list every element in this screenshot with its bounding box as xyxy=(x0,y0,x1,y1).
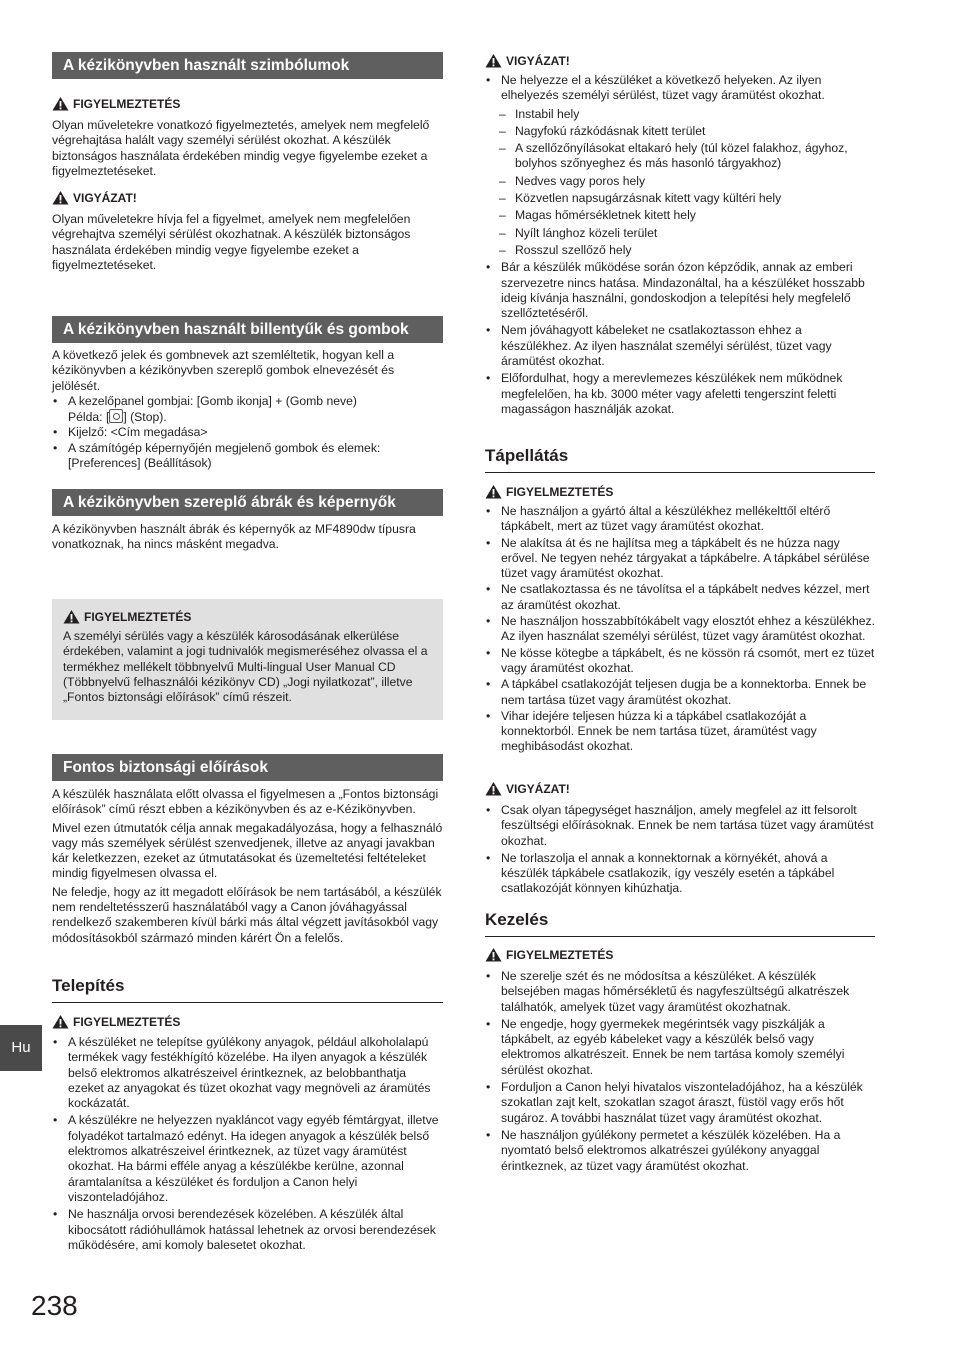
keys-intro: A következő jelek és gombnevek azt szemléltetik, hogyan kell a kézikönyvben a kézikönyvben szereplő gombok elnevezését és jelölését. xyxy=(52,348,395,393)
list-item: • A számítógép képernyőjén megjelenő gombok és elemek: [Preferences] (Beállítások) xyxy=(52,441,443,472)
list-item xyxy=(485,73,875,258)
power-caution-list xyxy=(485,803,875,897)
caution-label: VIGYÁZAT! xyxy=(506,781,570,796)
section-heading-handling: Kezelés xyxy=(485,910,875,937)
warning-triangle-icon xyxy=(52,96,69,111)
list-item: • Ne használjon gyúlékony permetet a készülék közelében. Ha a nyomtató belső elektromos alkatrészei gyúlékony anyaggal érintkeznek, az tüzet vagy áramütést okozhat. xyxy=(485,1128,875,1174)
list-item: • Ne engedje, hogy gyermekek megérintsék vagy piszkálják a tápkábelt, az egyéb kábeleket vagy a készülék belső vagy elektromos alkatrészeit. Ennek be nem tartása komoly személyi sérülést okozhat. xyxy=(485,1017,875,1078)
notice-text: A személyi sérülés vagy a készülék károsodásának elkerülése érdekében, valamint a jogi tudnivalók megismeréséhez olvassa el a termékhez mellékelt többnyelvű Multi-lingual User Manual CD (Többnyelvű felhasználói kézikönyv CD) „Jogi nyilatkozat”, illetve „Fontos biztonsági előírások” című részeit. xyxy=(63,629,428,705)
placement-list xyxy=(485,73,875,417)
location-item: – Instabil hely xyxy=(485,107,875,122)
section-heading-power: Tápellátás xyxy=(485,446,875,473)
page-number: 238 xyxy=(31,1290,78,1321)
handling-body xyxy=(485,969,875,1174)
warning-triangle-icon xyxy=(485,53,502,68)
warning-triangle-icon xyxy=(485,484,502,499)
example-suffix: ] (Stop). xyxy=(123,410,167,425)
section-title-safety: Fontos biztonsági előírások xyxy=(52,754,443,781)
list-item xyxy=(52,394,443,426)
caution-heading xyxy=(52,190,443,205)
list-item: • A készüléket ne telepítse gyúlékony anyagok, például alkoholalapú termékek vagy festékhígító közelébe. Ha ilyen anyagok a készülék belső elektromos alkatrészeivel érintkeznek, az belobbanthatja ezeket az anyagokat és tüzet okozhat vagy megnöveli az áramütés kockázatát. xyxy=(52,1035,443,1111)
warning-heading xyxy=(485,947,875,962)
stop-key-icon xyxy=(109,409,123,423)
list-item: • Ne használjon a gyártó által a készülékhez mellékelttől eltérő tápkábelt, mert az tüzet vagy áramütést okozhat. xyxy=(485,504,875,535)
power-warning-body xyxy=(485,504,875,755)
list-item: • Ne használjon hosszabbítókábelt vagy elosztót ehhez a készülékhez. Az ilyen használat személyi sérülést, tüzet vagy áramütést okozhat. xyxy=(485,614,875,645)
warning-heading xyxy=(52,1014,443,1029)
warning-label: FIGYELMEZTETÉS xyxy=(73,96,181,111)
warning-triangle-icon xyxy=(52,190,69,205)
power-warning-list xyxy=(485,504,875,755)
list-item: • Ne használja orvosi berendezések közelében. A készülék által kibocsátott rádióhullámok hatással lehetnek az orvosi berendezések működésére, ami komoly balesetet okozhat. xyxy=(52,1207,443,1253)
list-item: • A készülékre ne helyezzen nyakláncot vagy egyéb fémtárgyat, illetve folyadékot tartalmazó edényt. Ha idegen anyagok a készülék belső elektromos alkatrészeivel érintkeznek, az tüzet vagy áramütést okozhat. Ha bármi efféle anyag a készülékbe kerülne, azonnal áramtalanítsa a készüléket és forduljon a Canon helyi viszonteladójához. xyxy=(52,1113,443,1205)
example-prefix: Példa: [ xyxy=(68,410,110,425)
notice-heading xyxy=(63,609,432,624)
warning-triangle-icon xyxy=(485,947,502,962)
safety-paragraph-3: Ne feledje, hogy az itt megadott előírások be nem tartásából, a készülék nem rendeltetésszerű használatából vagy a Canon jóváhagyással rendelkező szakemberen kívül bárki más által végzett javításokból vagy módosításokból származó minden kárért Ön a felelős. xyxy=(52,884,442,945)
location-item: – Magas hőmérsékletnek kitett hely xyxy=(485,208,875,223)
location-item: – Rosszul szellőző hely xyxy=(485,243,875,258)
notice-label: FIGYELMEZTETÉS xyxy=(84,609,192,624)
warning-triangle-icon xyxy=(63,609,80,624)
list-item: • Nem jóváhagyott kábeleket ne csatlakoztasson ehhez a készülékhez. Az ilyen használat személyi sérülést, tüzet vagy áramütést okozhat. xyxy=(485,323,875,369)
list-item: • Ne csatlakoztassa és ne távolítsa el a tápkábelt nedves kézzel, mert az áramütést okozhat. xyxy=(485,582,875,613)
caution-heading xyxy=(485,781,875,796)
location-item: – A szellőzőnyílásokat eltakaró hely (túl közel falakhoz, ágyhoz, bolyhos szőnyeghez és más hasonló tárgyakhoz) xyxy=(485,141,875,172)
list-item: • A tápkábel csatlakozóját teljesen dugja be a konnektorba. Ennek be nem tartása tüzet vagy áramütést okozhat. xyxy=(485,677,875,708)
placement-caution-body xyxy=(485,73,875,417)
warning-label: FIGYELMEZTETÉS xyxy=(506,947,614,962)
warning-heading xyxy=(52,96,443,111)
location-item: – Nedves vagy poros hely xyxy=(485,174,875,189)
list-item: • Ne kösse kötegbe a tápkábelt, és ne kössön rá csomót, mert ez tüzet vagy áramütést okozhat. xyxy=(485,646,875,677)
safety-body xyxy=(52,787,443,946)
list-item: • Bár a készülék működése során ózon képződik, annak az emberi szervezetre nincs hatása. Mindazonáltal, ha a készüléket hosszabb ideig kívánja használni, gondoskodjon a telepítési hely megfelelő szellőztetéséről. xyxy=(485,260,875,321)
warning-heading xyxy=(485,484,875,499)
caution-label: VIGYÁZAT! xyxy=(73,190,137,205)
keys-section-body xyxy=(52,348,443,471)
location-item: – Nyílt lánghoz közeli terület xyxy=(485,226,875,241)
warning-label: FIGYELMEZTETÉS xyxy=(506,484,614,499)
location-item: – Nagyfokú rázkódásnak kitett terület xyxy=(485,124,875,139)
safety-paragraph-1: A készülék használata előtt olvassa el figyelmesen a „Fontos biztonsági előírások” című részt ebben a kézikönyvben és az e-Kézikönyvben. xyxy=(52,787,439,817)
list-item-text: Ne helyezze el a készüléket a következő helyeken. Az ilyen elhelyezés személyi sérülést, tüzet vagy áramütést okozhat. xyxy=(501,73,825,103)
language-tab: Hu xyxy=(0,1025,42,1071)
safety-paragraph-2: Mivel ezen útmutatók célja annak megakadályozása, hogy a felhasználó vagy más személyek sérülést szenvedjenek, illetve az anyagi javakban kár keletkezzen, ezeket az útmutatásokat és üzemeltetési feltételeket mindig figyelmesen olvassa el. xyxy=(52,820,443,881)
caution-heading xyxy=(485,53,875,68)
list-item: • Ne alakítsa át és ne hajlítsa meg a tápkábelt és ne húzza nagy erővel. Ne tegyen nehéz tárgyakat a tápkábelre. A tápkábel sérülése tüzet vagy áramütést okozhat. xyxy=(485,536,875,582)
installation-list xyxy=(52,1035,443,1253)
location-item: – Közvetlen napsugárzásnak kitett vagy kültéri hely xyxy=(485,191,875,206)
list-item: • Vihar idejére teljesen húzza ki a tápkábel csatlakozóját a konnektorból. Ennek be nem tartása tüzet, áramütést vagy meghibásodást okozhat. xyxy=(485,709,875,755)
section-title-symbols: A kézikönyvben használt szimbólumok xyxy=(52,52,443,79)
list-item-text: A kezelőpanel gombjai: [Gomb ikonja] + (Gomb neve) xyxy=(68,393,357,408)
warning-triangle-icon xyxy=(52,1014,69,1029)
power-caution-body xyxy=(485,803,875,897)
notice-box xyxy=(52,599,443,720)
list-item: • Kijelző: <Cím megadása> xyxy=(52,425,443,440)
section-title-figures: A kézikönyvben szereplő ábrák és képernyők xyxy=(52,489,443,516)
figures-text: A kézikönyvben használt ábrák és képernyők az MF4890dw típusra vonatkoznak, ha nincs másként megadva. xyxy=(52,522,416,552)
warning-text: Olyan műveletekre vonatkozó figyelmeztetés, amelyek nem megfelelő végrehajtása halált vagy személyi sérülést okozhat. A készülék biztonságos használata érdekében mindig vegye figyelembe ezeket a figyelmeztetéseket. xyxy=(52,118,430,178)
warning-label: FIGYELMEZTETÉS xyxy=(73,1014,181,1029)
list-item: • Forduljon a Canon helyi hivatalos viszonteladójához, ha a készülék szokatlan zajt kelt, szokatlan szagot áraszt, füstöl vagy erős hőt sugároz. A további használat tüzet vagy áramütést okozhat. xyxy=(485,1080,875,1126)
warning-triangle-icon xyxy=(485,781,502,796)
list-item: • Előfordulhat, hogy a merevlemezes készülékek nem működnek megfelelően, ha kb. 3000 méter vagy afeletti tengerszint feletti magasságon használják azokat. xyxy=(485,371,875,417)
caution-text: Olyan műveletekre hívja fel a figyelmet, amelyek nem megfelelően végrehajtva személyi sérülést okozhatnak. A készülék biztonságos használata érdekében mindig vegye figyelembe ezeket a figyelmeztetéseket. xyxy=(52,212,411,272)
list-item: • Csak olyan tápegységet használjon, amely megfelel az itt felsorolt feszültségi előírásoknak. Ennek be nem tartása tüzet vagy áramütést okozhat. xyxy=(485,803,875,849)
handling-list xyxy=(485,969,875,1174)
section-title-keys: A kézikönyvben használt billentyűk és gombok xyxy=(52,316,443,343)
list-item: • Ne torlaszolja el annak a konnektornak a környékét, ahová a készülék tápkábele csatlakozik, így veszély esetén a tápkábel csatlakozóját könnyen kihúzhatja. xyxy=(485,851,875,897)
caution-label: VIGYÁZAT! xyxy=(506,53,570,68)
section-heading-installation: Telepítés xyxy=(52,976,443,1003)
location-list xyxy=(485,107,875,259)
keys-list xyxy=(52,394,443,471)
list-item: • Ne szerelje szét és ne módosítsa a készüléket. A készülék belsejében magas hőmérsékletű és nagyfeszültségű alkatrészek találhatók, amelyek tüzet vagy áramütést okozhatnak. xyxy=(485,969,875,1015)
installation-list-wrap xyxy=(52,1035,443,1253)
